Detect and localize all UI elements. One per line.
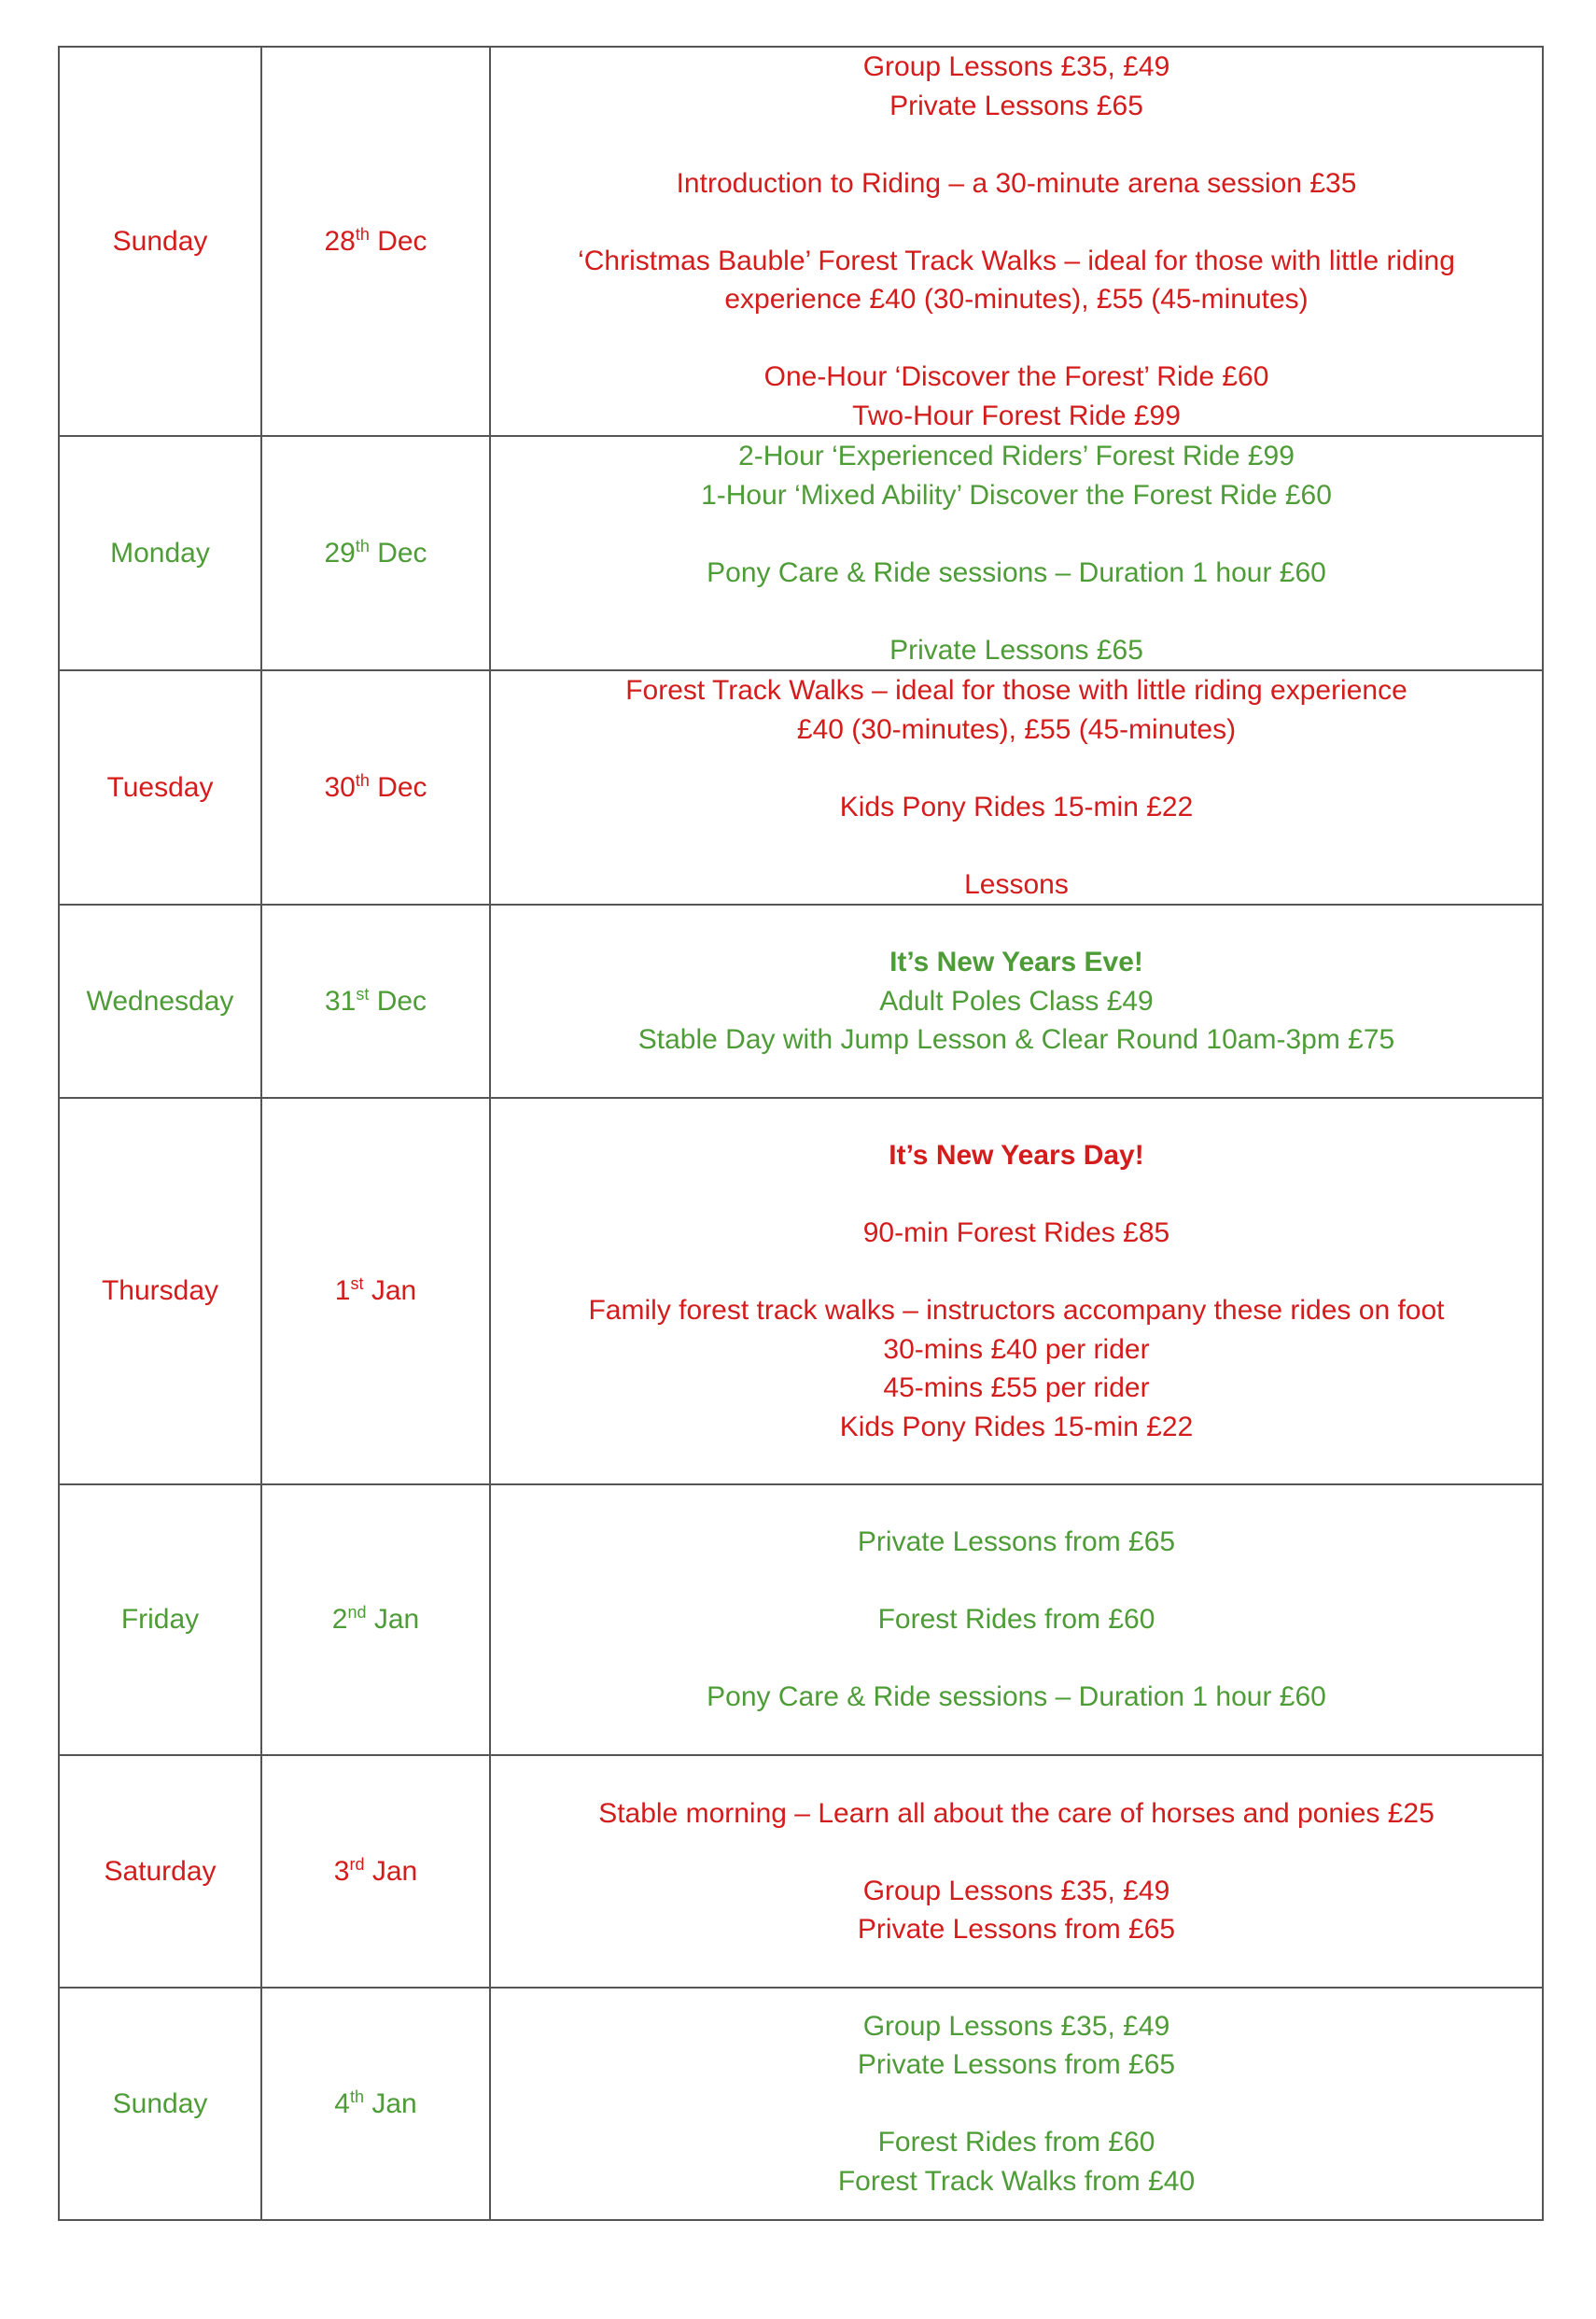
spacer-line: [491, 826, 1542, 865]
activity-line: One-Hour ‘Discover the Forest’ Ride £60: [763, 361, 1269, 392]
date-cell: [261, 1988, 490, 2220]
spacer-line: [491, 749, 1542, 788]
activity-line: ‘Christmas Bauble’ Forest Track Walks – ideal for those with little riding: [578, 245, 1455, 276]
day-cell: [59, 905, 261, 1098]
activity-line: Forest Rides from £60: [877, 2127, 1155, 2158]
activity-line: Private Lessons from £65: [857, 2049, 1176, 2081]
activity-line: It’s New Years Eve!: [889, 947, 1143, 978]
date-day-number: 1: [334, 1275, 351, 1307]
date-day-number: 2: [331, 1604, 348, 1636]
date-cell: [261, 436, 490, 670]
activity-line: 45-mins £55 per rider: [883, 1372, 1150, 1403]
date-month: Dec: [377, 537, 427, 569]
activities-cell: [490, 1484, 1543, 1755]
schedule-row: [59, 1988, 1543, 2220]
date-month: Dec: [376, 985, 427, 1017]
date-cell: [261, 1098, 490, 1484]
date-month: Jan: [371, 1855, 418, 1887]
activity-line: It’s New Years Day!: [889, 1140, 1144, 1171]
date-cell: [261, 1484, 490, 1755]
day-cell: [59, 436, 261, 670]
schedule-row: [59, 436, 1543, 670]
schedule-row: [59, 670, 1543, 905]
activity-line: £40 (30-minutes), £55 (45-minutes): [796, 713, 1237, 745]
day-name: Sunday: [112, 2087, 208, 2119]
activities-cell: [490, 1988, 1543, 2220]
day-name: Friday: [120, 1604, 200, 1636]
spacer-line: [491, 1833, 1542, 1872]
schedule-row: [59, 1484, 1543, 1755]
schedule-row: [59, 1755, 1543, 1988]
activity-line: Introduction to Riding – a 30-minute arena session £35: [676, 167, 1357, 199]
day-name: Tuesday: [106, 771, 214, 803]
activity-line: Group Lessons £35, £49: [862, 2010, 1170, 2042]
date-ordinal-suffix: nd: [347, 1603, 367, 1623]
date-ordinal-suffix: st: [350, 1274, 364, 1294]
schedule-row: [59, 47, 1543, 436]
day-cell: [59, 1988, 261, 2220]
activity-line: Private Lessons from £65: [857, 1914, 1176, 1945]
day-cell: [59, 1098, 261, 1484]
spacer-line: [491, 514, 1542, 554]
activity-line: Stable Day with Jump Lesson & Clear Round 10am-3pm £75: [637, 1024, 1395, 1056]
activity-line: Forest Track Walks – ideal for those with little riding experience: [625, 675, 1407, 706]
activity-line: Stable morning – Learn all about the care of horses and ponies £25: [598, 1797, 1435, 1829]
date-ordinal-suffix: st: [356, 984, 370, 1004]
day-name: Monday: [110, 537, 210, 569]
activity-line: Private Lessons £65: [889, 634, 1143, 666]
spacer-line: [491, 1639, 1542, 1679]
date-month: Jan: [371, 1275, 417, 1307]
date-cell: [261, 1755, 490, 1988]
date-month: Dec: [377, 771, 427, 803]
activity-line: Adult Poles Class £49: [879, 985, 1154, 1017]
activity-line: 2-Hour ‘Experienced Riders’ Forest Ride £99: [738, 441, 1295, 471]
activity-line: Pony Care & Ride sessions – Duration 1 hour £60: [707, 556, 1326, 588]
spacer-line: [491, 1253, 1542, 1292]
day-cell: [59, 670, 261, 905]
date-day-number: 29: [324, 537, 356, 569]
date-day-number: 4: [334, 2087, 350, 2119]
spacer-line: [491, 319, 1542, 358]
holiday-schedule-table: [58, 46, 1544, 2221]
activity-line: Forest Rides from £60: [877, 1604, 1155, 1636]
day-name: Sunday: [112, 225, 208, 257]
schedule-body: [59, 47, 1543, 2220]
activity-line: Private Lessons from £65: [857, 1526, 1176, 1558]
activity-line: Forest Track Walks from £40: [837, 2165, 1196, 2197]
spacer-line: [491, 203, 1542, 242]
date-ordinal-suffix: th: [349, 2087, 364, 2106]
activity-line: Group Lessons £35, £49: [862, 51, 1170, 82]
activity-line: 30-mins £40 per rider: [883, 1333, 1150, 1365]
schedule-row: [59, 905, 1543, 1098]
spacer-line: [491, 592, 1542, 631]
day-name: Wednesday: [86, 985, 234, 1017]
date-cell: [261, 47, 490, 436]
activity-line: 90-min Forest Rides £85: [862, 1217, 1170, 1248]
activities-cell: [490, 905, 1543, 1098]
date-ordinal-suffix: th: [355, 536, 370, 555]
activities-cell: [490, 1098, 1543, 1484]
day-cell: [59, 47, 261, 436]
activities-cell: [490, 47, 1543, 436]
date-cell: [261, 670, 490, 905]
activity-line: Pony Care & Ride sessions – Duration 1 hour £60: [707, 1681, 1326, 1713]
activity-line: Kids Pony Rides 15-min £22: [839, 1411, 1194, 1442]
activity-line: Two-Hour Forest Ride £99: [852, 400, 1181, 431]
activity-line: experience £40 (30-minutes), £55 (45-minutes): [724, 284, 1309, 315]
activity-line: Group Lessons £35, £49: [862, 1875, 1170, 1906]
date-month: Dec: [377, 225, 427, 257]
day-cell: [59, 1755, 261, 1988]
spacer-line: [491, 1562, 1542, 1601]
date-month: Jan: [371, 2087, 417, 2119]
date-day-number: 3: [333, 1855, 350, 1887]
activity-line: 1-Hour ‘Mixed Ability’ Discover the Forest Ride £60: [701, 479, 1332, 511]
date-day-number: 28: [324, 225, 356, 257]
spacer-line: [491, 125, 1542, 164]
spacer-line: [491, 1175, 1542, 1215]
day-name: Thursday: [101, 1275, 219, 1307]
activity-line: Family forest track walks – instructors accompany these rides on foot: [588, 1295, 1445, 1326]
activity-line: Private Lessons £65: [889, 90, 1143, 121]
day-cell: [59, 1484, 261, 1755]
date-ordinal-suffix: th: [355, 224, 370, 244]
date-ordinal-suffix: rd: [349, 1854, 365, 1874]
date-month: Jan: [373, 1604, 420, 1636]
day-name: Saturday: [104, 1855, 217, 1887]
activities-cell: [490, 670, 1543, 905]
spacer-line: [491, 2085, 1542, 2124]
activities-cell: [490, 1755, 1543, 1988]
date-cell: [261, 905, 490, 1098]
activities-cell: [490, 436, 1543, 670]
activity-line: Kids Pony Rides 15-min £22: [839, 791, 1194, 822]
schedule-row: [59, 1098, 1543, 1484]
date-ordinal-suffix: th: [355, 770, 370, 790]
date-day-number: 31: [324, 985, 357, 1017]
date-day-number: 30: [324, 771, 356, 803]
activity-line: Lessons: [964, 868, 1069, 900]
